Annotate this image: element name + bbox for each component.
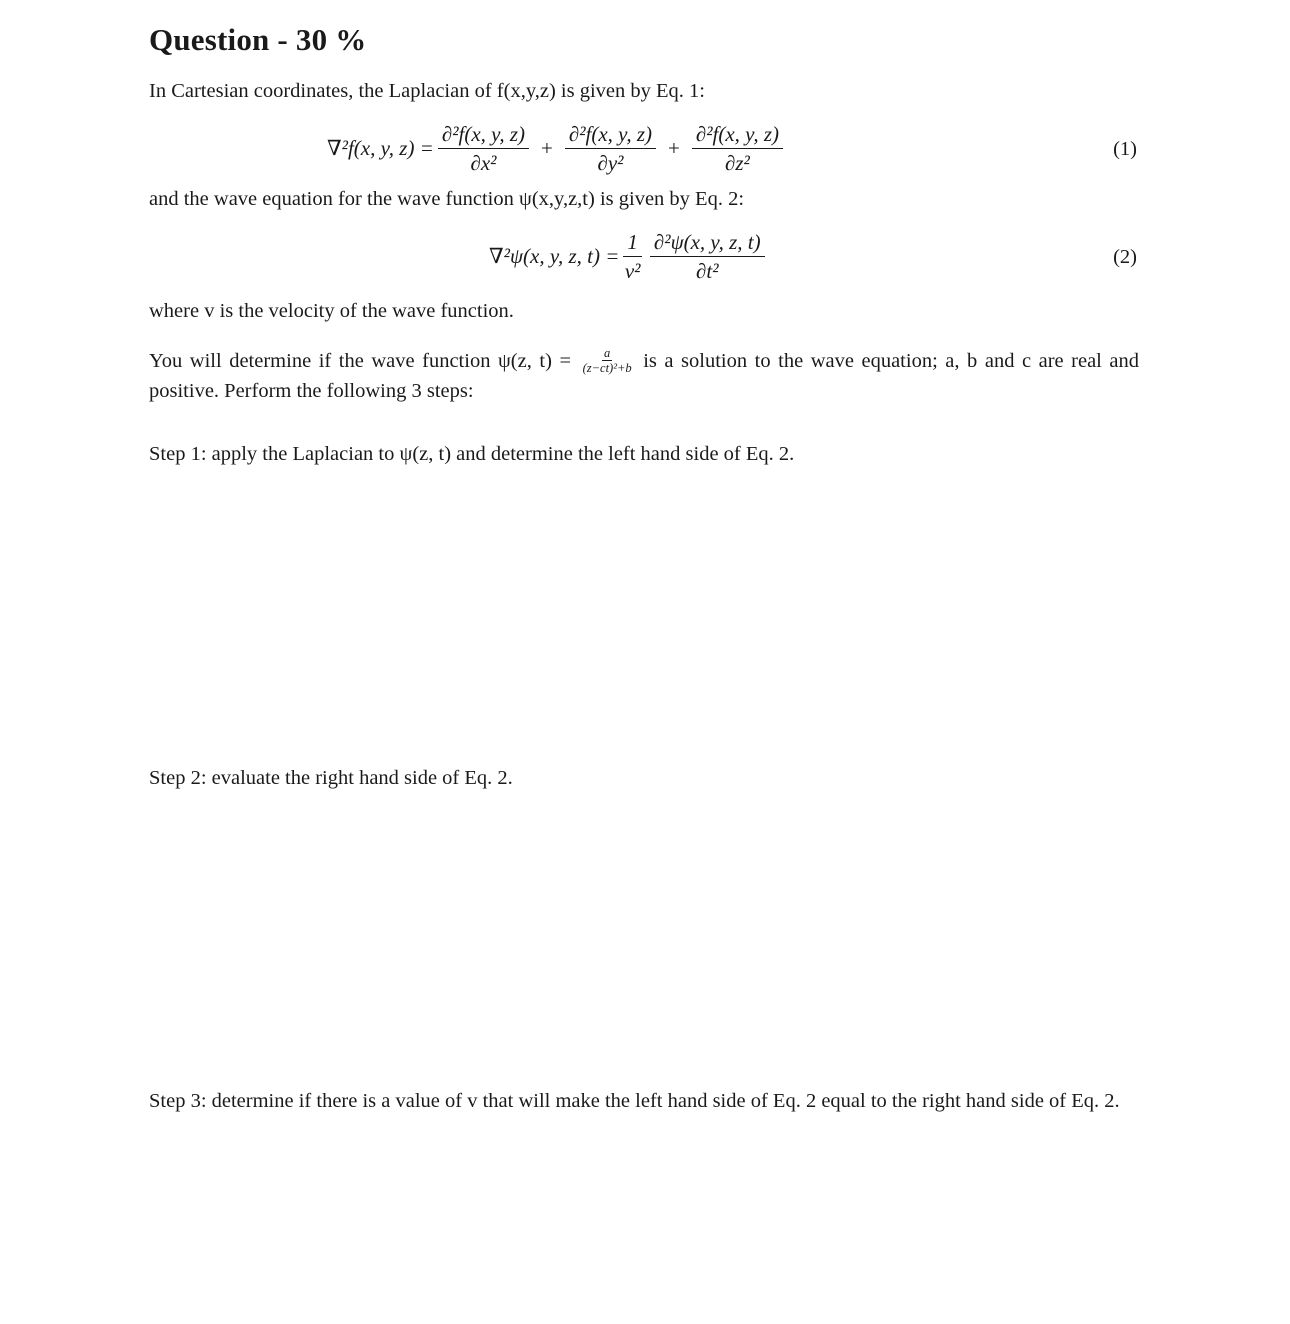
eq1-lhs: ∇²f(x, y, z) = (327, 136, 434, 160)
eq1-term-z-denominator: ∂z² (725, 151, 750, 175)
eq2-frac1-denominator: v² (624, 259, 641, 283)
step-1-text: Step 1: apply the Laplacian to ψ(z, t) and determine the left hand side of Eq. 2. (149, 443, 795, 465)
eq1-plus-2: + (668, 136, 680, 160)
wave-function-numerator: a (603, 345, 611, 360)
equation-2-number: (2) (1113, 246, 1137, 268)
eq1-term-y-numerator: ∂²f(x, y, z) (565, 122, 656, 149)
where-paragraph: where v is the velocity of the wave function. (149, 300, 514, 322)
eq1-plus-1: + (541, 136, 553, 160)
task-text-after: is a solution to the wave equation; a, b and c are real and positive. Perform the following 3 steps: (149, 350, 1140, 402)
eq1-term-x-numerator: ∂²f(x, y, z) (438, 122, 529, 149)
step-3-text: Step 3: determine if there is a value of v that will make the left hand side of Eq. 2 equal to the right hand side of Eq. 2. (149, 1090, 1120, 1112)
question-title: Question - 30 % (149, 22, 367, 57)
eq1-term-x-denominator: ∂x² (470, 151, 497, 175)
question-page (149, 0, 1139, 1324)
equation-2 (149, 230, 1139, 290)
wave-equation-intro: and the wave equation for the wave function ψ(x,y,z,t) is given by Eq. 2: (149, 188, 745, 210)
step-2-text: Step 2: evaluate the right hand side of Eq. 2. (149, 767, 513, 789)
intro-paragraph: In Cartesian coordinates, the Laplacian of f(x,y,z) is given by Eq. 1: (149, 80, 705, 102)
eq2-lhs: ∇²ψ(x, y, z, t) = (489, 244, 620, 268)
task-paragraph (149, 347, 1139, 405)
equation-1 (149, 122, 1139, 182)
eq2-time-derivative-fraction (650, 230, 765, 283)
wave-function-denominator: (z−ct)²+b (582, 360, 632, 375)
eq2-frac2-numerator: ∂²ψ(x, y, z, t) (650, 230, 765, 257)
eq1-term-z-numerator: ∂²f(x, y, z) (692, 122, 783, 149)
eq1-term-y-denominator: ∂y² (597, 151, 624, 175)
eq2-frac1-numerator: 1 (623, 230, 642, 257)
eq1-term-z (692, 122, 783, 175)
equation-1-number: (1) (1113, 138, 1137, 160)
task-text-before: You will determine if the wave function ψ(z, t) = (149, 350, 572, 372)
eq2-frac2-denominator: ∂t² (696, 259, 719, 283)
eq2-velocity-fraction (623, 230, 642, 283)
eq1-term-y (565, 122, 656, 175)
eq1-term-x (438, 122, 529, 175)
wave-function-fraction (583, 346, 632, 375)
